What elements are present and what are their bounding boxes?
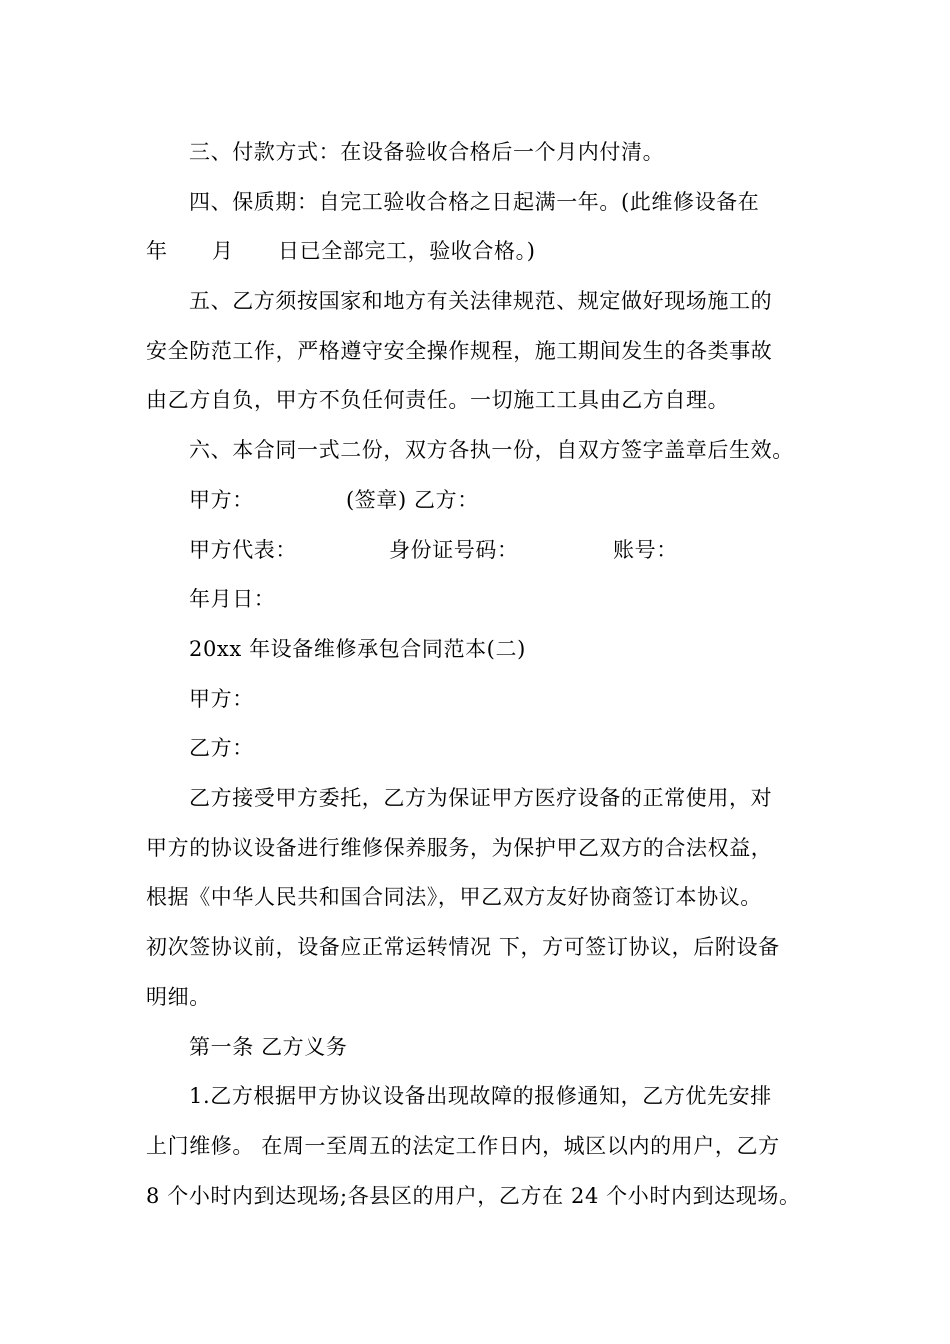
party-a-label-2: 甲方： — [189, 687, 254, 711]
article-1-item-1-line-1: 1.乙方根据甲方协议设备出现故障的报修通知，乙方优先安排 — [189, 1084, 772, 1108]
clause-5-safety-line-2: 安全防范工作，严格遵守安全操作规程，施工期间发生的各类事故 — [146, 339, 773, 363]
intro-paragraph-line-2: 甲方的协议设备进行维修保养服务，为保护甲乙双方的合法权益， — [146, 836, 773, 860]
clause-6-copies: 六、本合同一式二份，双方各执一份，自双方签字盖章后生效。 — [189, 438, 794, 462]
article-1-heading: 第一条 乙方义务 — [189, 1035, 348, 1059]
intro-paragraph-line-1: 乙方接受甲方委托，乙方为保证甲方医疗设备的正常使用，对 — [189, 786, 773, 810]
clause-3-payment: 三、付款方式：在设备验收合格后一个月内付清。 — [189, 140, 665, 164]
account-number-label: 账号： — [613, 538, 678, 562]
section-title-sample-2: 20xx 年设备维修承包合同范本(二) — [189, 637, 526, 661]
article-1-item-1-line-3: 8 个小时内到达现场;各县区的用户，乙方在 24 个小时内到达现场。 — [146, 1184, 801, 1208]
id-number-label: 身份证号码： — [389, 538, 519, 562]
intro-paragraph-line-4: 初次签协议前，设备应正常运转情况 下，方可签订协议，后附设备 — [146, 935, 780, 959]
seal-party-b-label: (签章) 乙方： — [346, 488, 479, 512]
clause-4-warranty: 四、保质期：自完工验收合格之日起满一年。(此维修设备在 — [189, 190, 760, 214]
party-a-label: 甲方： — [189, 488, 254, 512]
completion-year-label: 年 — [146, 239, 168, 263]
intro-paragraph-line-5: 明细。 — [146, 985, 211, 1009]
intro-paragraph-line-3: 根据《中华人民共和国合同法》，甲乙双方友好协商签订本协议。 — [146, 885, 762, 909]
party-a-representative-label: 甲方代表： — [189, 538, 297, 562]
party-b-label-2: 乙方： — [189, 736, 254, 760]
date-label: 年月日： — [189, 587, 276, 611]
article-1-item-1-line-2: 上门维修。 在周一至周五的法定工作日内，城区以内的用户，乙方 — [146, 1134, 780, 1158]
clause-5-safety-line-1: 五、乙方须按国家和地方有关法律规范、规定做好现场施工的 — [189, 289, 773, 313]
completion-day-text: 日已全部完工，验收合格。) — [278, 239, 536, 263]
clause-5-safety-line-3: 由乙方自负，甲方不负任何责任。一切施工工具由乙方自理。 — [146, 388, 730, 412]
completion-month-label: 月 — [212, 239, 234, 263]
